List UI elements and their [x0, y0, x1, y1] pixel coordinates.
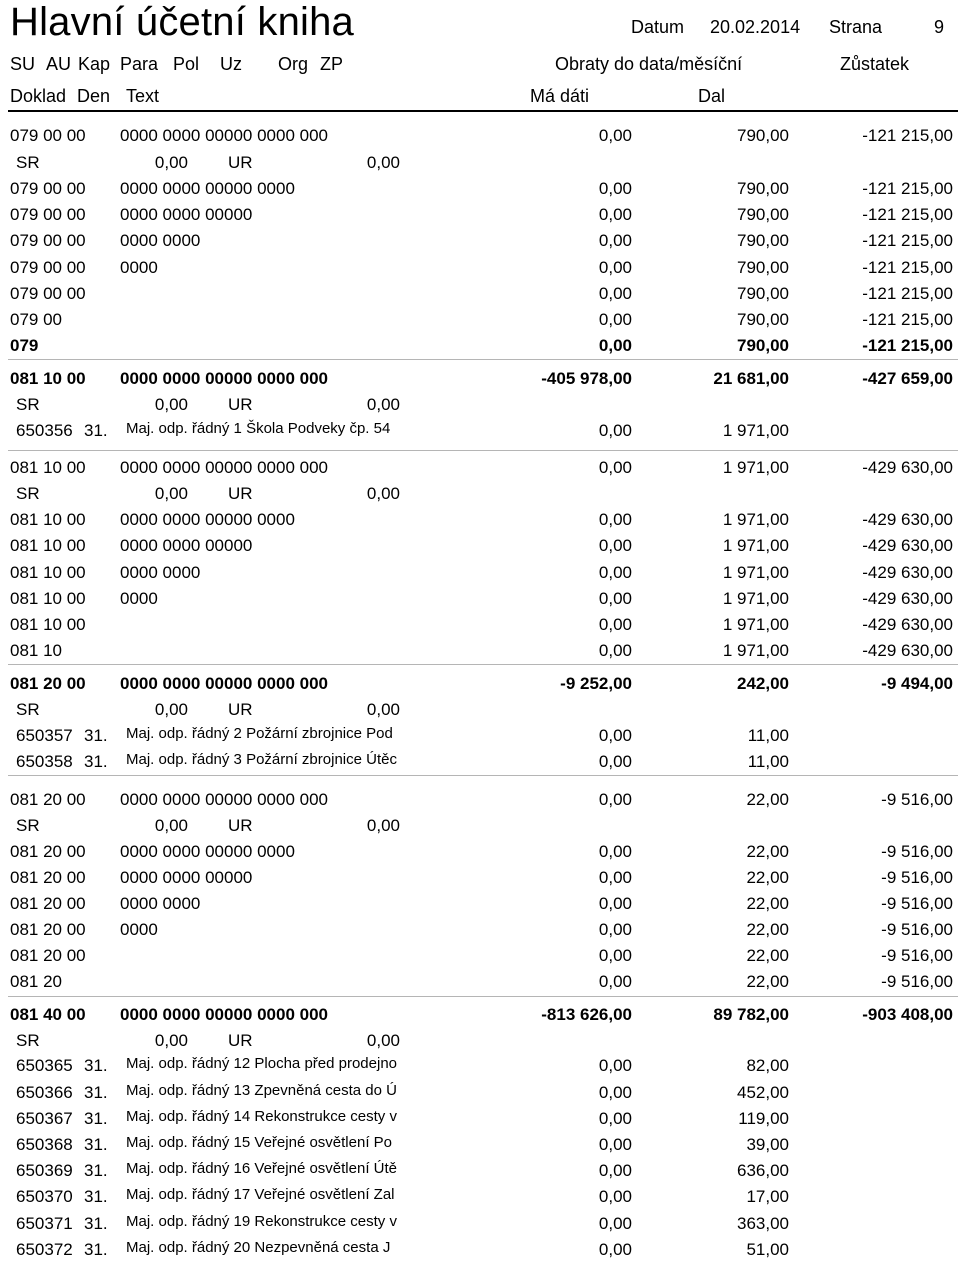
- analytic-codes: 0000 0000 00000 0000 000: [120, 369, 328, 388]
- sr-ur-row: [0, 392, 960, 418]
- document-text: Maj. odp. řádný 13 Zpevněná cesta do Ú: [126, 1082, 397, 1099]
- credit-amount: 22,00: [746, 894, 789, 913]
- document-day: 31.: [84, 421, 108, 440]
- account-subtotal-row: [0, 865, 960, 891]
- account-subtotal-row: [0, 455, 960, 481]
- sr-label: SR: [16, 484, 40, 503]
- debit-amount: 0,00: [598, 1187, 632, 1206]
- column-header-pol: Pol: [173, 54, 200, 74]
- account-subtotal-row: [0, 228, 960, 254]
- debit-amount: 0,00: [598, 1109, 632, 1128]
- analytic-codes: 0000 0000 00000 0000 000: [120, 126, 328, 145]
- column-header-dal: Dal: [698, 86, 726, 106]
- account-code: 081 10 00: [10, 536, 86, 555]
- debit-amount: 0,00: [598, 563, 632, 582]
- debit-amount: 0,00: [598, 972, 632, 991]
- document-row: [0, 1132, 960, 1158]
- debit-amount: 0,00: [598, 726, 632, 745]
- analytic-codes: 0000: [120, 258, 158, 277]
- sr-value: 0,00: [154, 153, 188, 172]
- balance-amount: -121 215,00: [862, 310, 953, 329]
- debit-amount: 0,00: [598, 421, 632, 440]
- section-divider: [8, 450, 958, 451]
- document-number: 650365: [16, 1056, 73, 1075]
- debit-amount: 0,00: [598, 641, 632, 660]
- balance-amount: -429 630,00: [862, 589, 953, 608]
- debit-amount: 0,00: [598, 231, 632, 250]
- credit-amount: 51,00: [746, 1240, 789, 1259]
- debit-amount: 0,00: [598, 920, 632, 939]
- document-text: Maj. odp. řádný 15 Veřejné osvětlení Po: [126, 1134, 393, 1151]
- account-subtotal-row: [0, 787, 960, 813]
- ur-label: UR: [228, 484, 253, 503]
- account-code: 081 20 00: [10, 946, 86, 965]
- document-number: 650356: [16, 421, 73, 440]
- account-total-row: [0, 671, 960, 697]
- document-row: [0, 1106, 960, 1132]
- account-subtotal-row: [0, 123, 960, 149]
- debit-amount: 0,00: [598, 1161, 632, 1180]
- account-code: 079 00: [10, 310, 62, 329]
- document-row: [0, 1211, 960, 1237]
- ur-label: UR: [228, 816, 253, 835]
- debit-amount: 0,00: [598, 868, 632, 887]
- credit-amount: 22,00: [746, 842, 789, 861]
- account-subtotal-row: [0, 255, 960, 281]
- account-code: 081 10 00: [10, 369, 86, 388]
- account-code: 079 00 00: [10, 231, 86, 250]
- credit-amount: 89 782,00: [713, 1005, 789, 1024]
- account-code: 081 10 00: [10, 615, 86, 634]
- account-subtotal-row: [0, 839, 960, 865]
- account-subtotal-row: [0, 891, 960, 917]
- section-divider: [8, 775, 958, 776]
- document-day: 31.: [84, 1109, 108, 1128]
- credit-amount: 17,00: [746, 1187, 789, 1206]
- column-header-madati: Má dáti: [530, 86, 590, 106]
- ur-value: 0,00: [366, 700, 400, 719]
- credit-amount: 790,00: [737, 284, 789, 303]
- document-row: [0, 1158, 960, 1184]
- account-total-row: [0, 366, 960, 392]
- credit-amount: 790,00: [737, 310, 789, 329]
- account-code: 079 00 00: [10, 205, 86, 224]
- account-subtotal-row: [0, 638, 960, 664]
- document-text: Maj. odp. řádný 3 Požární zbrojnice Útěc: [126, 751, 397, 768]
- balance-amount: -121 215,00: [862, 336, 953, 355]
- credit-amount: 636,00: [737, 1161, 789, 1180]
- column-header-obraty: Obraty do data/měsíční: [555, 54, 743, 74]
- debit-amount: 0,00: [598, 752, 632, 771]
- account-subtotal-row: [0, 612, 960, 638]
- ur-label: UR: [228, 1031, 253, 1050]
- balance-amount: -429 630,00: [862, 458, 953, 477]
- account-subtotal-row: [0, 560, 960, 586]
- credit-amount: 790,00: [737, 336, 789, 355]
- sr-label: SR: [16, 153, 40, 172]
- document-number: 650357: [16, 726, 73, 745]
- debit-amount: 0,00: [598, 336, 632, 355]
- credit-amount: 22,00: [746, 920, 789, 939]
- credit-amount: 1 971,00: [722, 421, 789, 440]
- account-subtotal-row: [0, 533, 960, 559]
- debit-amount: 0,00: [598, 179, 632, 198]
- debit-amount: 0,00: [598, 1083, 632, 1102]
- debit-amount: 0,00: [598, 842, 632, 861]
- analytic-codes: 0000: [120, 920, 158, 939]
- credit-amount: 119,00: [738, 1109, 789, 1128]
- debit-amount: 0,00: [598, 1056, 632, 1075]
- column-header-kap: Kap: [78, 54, 111, 74]
- credit-amount: 22,00: [746, 946, 789, 965]
- document-row: [0, 1184, 960, 1210]
- account-code: 081 10 00: [10, 458, 86, 477]
- column-header-zustatek: Zůstatek: [840, 54, 910, 74]
- ur-value: 0,00: [366, 153, 400, 172]
- document-text: Maj. odp. řádný 19 Rekonstrukce cesty v: [126, 1213, 397, 1230]
- document-text: Maj. odp. řádný 16 Veřejné osvětlení Útě: [126, 1160, 397, 1177]
- debit-amount: 0,00: [598, 510, 632, 529]
- document-number: 650369: [16, 1161, 73, 1180]
- analytic-codes: 0000 0000 00000 0000 000: [120, 790, 328, 809]
- page-number: 9: [934, 17, 945, 37]
- balance-amount: -9 516,00: [881, 972, 953, 991]
- sr-label: SR: [16, 1031, 40, 1050]
- sr-ur-row: [0, 481, 960, 507]
- balance-amount: -121 215,00: [862, 284, 953, 303]
- account-code: 081 10 00: [10, 589, 86, 608]
- account-code: 081 10 00: [10, 510, 86, 529]
- ur-value: 0,00: [366, 1031, 400, 1050]
- credit-amount: 1 971,00: [722, 641, 789, 660]
- balance-amount: -9 516,00: [881, 920, 953, 939]
- document-row: [0, 749, 960, 775]
- debit-amount: 0,00: [598, 458, 632, 477]
- account-total-row: [0, 1002, 960, 1028]
- sr-ur-row: [0, 150, 960, 176]
- account-total-row: [0, 333, 960, 359]
- document-number: 650367: [16, 1109, 73, 1128]
- document-row: [0, 1080, 960, 1106]
- account-code: 081 20 00: [10, 790, 86, 809]
- document-day: 31.: [84, 726, 108, 745]
- document-text: Maj. odp. řádný 20 Nezpevněná cesta J: [126, 1239, 391, 1256]
- sr-label: SR: [16, 700, 40, 719]
- balance-amount: -9 516,00: [881, 868, 953, 887]
- column-header-uz: Uz: [220, 54, 242, 74]
- debit-amount: -405 978,00: [541, 369, 632, 388]
- document-row: [0, 418, 960, 444]
- debit-amount: 0,00: [598, 1135, 632, 1154]
- document-text: Maj. odp. řádný 17 Veřejné osvětlení Zal: [126, 1186, 395, 1203]
- debit-amount: 0,00: [598, 589, 632, 608]
- debit-amount: 0,00: [598, 536, 632, 555]
- balance-amount: -429 630,00: [862, 615, 953, 634]
- credit-amount: 22,00: [746, 790, 789, 809]
- credit-amount: 1 971,00: [722, 536, 789, 555]
- credit-amount: 790,00: [737, 205, 789, 224]
- debit-amount: 0,00: [598, 1240, 632, 1259]
- credit-amount: 1 971,00: [722, 615, 789, 634]
- sr-value: 0,00: [154, 816, 188, 835]
- ur-label: UR: [228, 395, 253, 414]
- sr-label: SR: [16, 816, 40, 835]
- column-header-doklad: Doklad: [10, 86, 67, 106]
- document-number: 650358: [16, 752, 73, 771]
- column-header-para: Para: [120, 54, 159, 74]
- document-row: [0, 1237, 960, 1263]
- page-title: Hlavní účetní kniha: [10, 0, 354, 44]
- sr-ur-row: [0, 697, 960, 723]
- analytic-codes: 0000 0000 00000 0000 000: [120, 458, 328, 477]
- account-code: 081 10 00: [10, 563, 86, 582]
- ur-value: 0,00: [366, 484, 400, 503]
- account-code: 081 20 00: [10, 868, 86, 887]
- sr-ur-row: [0, 813, 960, 839]
- balance-amount: -9 516,00: [881, 790, 953, 809]
- document-text: Maj. odp. řádný 1 Škola Podveky čp. 54: [126, 420, 391, 437]
- ur-label: UR: [228, 153, 253, 172]
- credit-amount: 22,00: [746, 868, 789, 887]
- credit-amount: 242,00: [737, 674, 789, 693]
- credit-amount: 39,00: [746, 1135, 789, 1154]
- analytic-codes: 0000 0000 00000 0000 000: [120, 674, 328, 693]
- account-code: 081 40 00: [10, 1005, 86, 1024]
- document-day: 31.: [84, 1135, 108, 1154]
- sr-value: 0,00: [154, 1031, 188, 1050]
- account-code: 081 20 00: [10, 842, 86, 861]
- document-day: 31.: [84, 1187, 108, 1206]
- account-code: 081 20 00: [10, 920, 86, 939]
- analytic-codes: 0000 0000: [120, 894, 201, 913]
- analytic-codes: 0000 0000: [120, 231, 201, 250]
- account-subtotal-row: [0, 176, 960, 202]
- column-header-text: Text: [126, 86, 160, 106]
- credit-amount: 790,00: [737, 126, 789, 145]
- account-code: 079 00 00: [10, 179, 86, 198]
- ur-value: 0,00: [366, 816, 400, 835]
- account-subtotal-row: [0, 507, 960, 533]
- document-text: Maj. odp. řádný 14 Rekonstrukce cesty v: [126, 1108, 397, 1125]
- balance-amount: -9 516,00: [881, 946, 953, 965]
- account-subtotal-row: [0, 202, 960, 228]
- document-number: 650372: [16, 1240, 73, 1259]
- document-day: 31.: [84, 1056, 108, 1075]
- document-day: 31.: [84, 1161, 108, 1180]
- account-code: 079 00 00: [10, 258, 86, 277]
- document-day: 31.: [84, 1214, 108, 1233]
- account-code: 081 20 00: [10, 674, 86, 693]
- account-code: 079: [10, 336, 39, 355]
- credit-amount: 790,00: [737, 179, 789, 198]
- balance-amount: -903 408,00: [862, 1005, 953, 1024]
- document-day: 31.: [84, 1240, 108, 1259]
- section-divider: [8, 996, 958, 997]
- credit-amount: 1 971,00: [722, 563, 789, 582]
- account-code: 079 00 00: [10, 284, 86, 303]
- balance-amount: -9 516,00: [881, 894, 953, 913]
- section-divider: [8, 359, 958, 360]
- balance-amount: -9 516,00: [881, 842, 953, 861]
- section-divider: [8, 664, 958, 665]
- header-divider: [8, 110, 958, 112]
- analytic-codes: 0000 0000 00000 0000: [120, 510, 295, 529]
- credit-amount: 790,00: [737, 231, 789, 250]
- account-subtotal-row: [0, 917, 960, 943]
- debit-amount: 0,00: [598, 205, 632, 224]
- balance-amount: -429 630,00: [862, 641, 953, 660]
- debit-amount: 0,00: [598, 790, 632, 809]
- sr-label: SR: [16, 395, 40, 414]
- sr-value: 0,00: [154, 700, 188, 719]
- balance-amount: -429 630,00: [862, 563, 953, 582]
- document-number: 650370: [16, 1187, 73, 1206]
- document-number: 650368: [16, 1135, 73, 1154]
- document-text: Maj. odp. řádný 12 Plocha před prodejno: [126, 1055, 398, 1072]
- balance-amount: -121 215,00: [862, 205, 953, 224]
- sr-ur-row: [0, 1028, 960, 1054]
- credit-amount: 82,00: [746, 1056, 789, 1075]
- debit-amount: 0,00: [598, 258, 632, 277]
- balance-amount: -427 659,00: [862, 369, 953, 388]
- analytic-codes: 0000 0000 00000 0000: [120, 842, 295, 861]
- credit-amount: 11,00: [747, 726, 789, 745]
- column-header-au: AU: [46, 54, 72, 74]
- column-header-den: Den: [77, 86, 111, 106]
- analytic-codes: 0000 0000: [120, 563, 201, 582]
- credit-amount: 1 971,00: [722, 510, 789, 529]
- debit-amount: 0,00: [598, 894, 632, 913]
- account-subtotal-row: [0, 943, 960, 969]
- debit-amount: -813 626,00: [541, 1005, 632, 1024]
- debit-amount: 0,00: [598, 284, 632, 303]
- analytic-codes: 0000 0000 00000 0000: [120, 179, 295, 198]
- debit-amount: 0,00: [598, 126, 632, 145]
- analytic-codes: 0000: [120, 589, 158, 608]
- credit-amount: 452,00: [737, 1083, 789, 1102]
- balance-amount: -121 215,00: [862, 179, 953, 198]
- column-header-org: Org: [278, 54, 309, 74]
- ur-label: UR: [228, 700, 253, 719]
- account-subtotal-row: [0, 586, 960, 612]
- document-number: 650371: [16, 1214, 73, 1233]
- column-header-su: SU: [10, 54, 36, 74]
- debit-amount: 0,00: [598, 310, 632, 329]
- credit-amount: 363,00: [737, 1214, 789, 1233]
- sr-value: 0,00: [154, 484, 188, 503]
- account-code: 079 00 00: [10, 126, 86, 145]
- account-code: 081 20: [10, 972, 62, 991]
- balance-amount: -121 215,00: [862, 258, 953, 277]
- document-row: [0, 1053, 960, 1079]
- analytic-codes: 0000 0000 00000: [120, 868, 253, 887]
- debit-amount: -9 252,00: [560, 674, 632, 693]
- document-day: 31.: [84, 752, 108, 771]
- column-header-zp: ZP: [320, 54, 344, 74]
- debit-amount: 0,00: [598, 1214, 632, 1233]
- account-subtotal-row: [0, 969, 960, 995]
- debit-amount: 0,00: [598, 946, 632, 965]
- document-text: Maj. odp. řádný 2 Požární zbrojnice Pod: [126, 725, 393, 742]
- document-number: 650366: [16, 1083, 73, 1102]
- analytic-codes: 0000 0000 00000: [120, 205, 253, 224]
- document-day: 31.: [84, 1083, 108, 1102]
- credit-amount: 1 971,00: [722, 589, 789, 608]
- account-code: 081 20 00: [10, 894, 86, 913]
- credit-amount: 22,00: [746, 972, 789, 991]
- credit-amount: 11,00: [747, 752, 789, 771]
- balance-amount: -121 215,00: [862, 231, 953, 250]
- credit-amount: 790,00: [737, 258, 789, 277]
- account-subtotal-row: [0, 281, 960, 307]
- credit-amount: 1 971,00: [722, 458, 789, 477]
- date-value: 20.02.2014: [710, 17, 801, 37]
- credit-amount: 21 681,00: [713, 369, 789, 388]
- date-label: Datum: [631, 17, 685, 37]
- balance-amount: -121 215,00: [862, 126, 953, 145]
- balance-amount: -9 494,00: [881, 674, 953, 693]
- balance-amount: -429 630,00: [862, 510, 953, 529]
- balance-amount: -429 630,00: [862, 536, 953, 555]
- account-subtotal-row: [0, 307, 960, 333]
- ur-value: 0,00: [366, 395, 400, 414]
- debit-amount: 0,00: [598, 615, 632, 634]
- account-code: 081 10: [10, 641, 62, 660]
- document-row: [0, 723, 960, 749]
- sr-value: 0,00: [154, 395, 188, 414]
- analytic-codes: 0000 0000 00000: [120, 536, 253, 555]
- analytic-codes: 0000 0000 00000 0000 000: [120, 1005, 328, 1024]
- page-label: Strana: [829, 17, 883, 37]
